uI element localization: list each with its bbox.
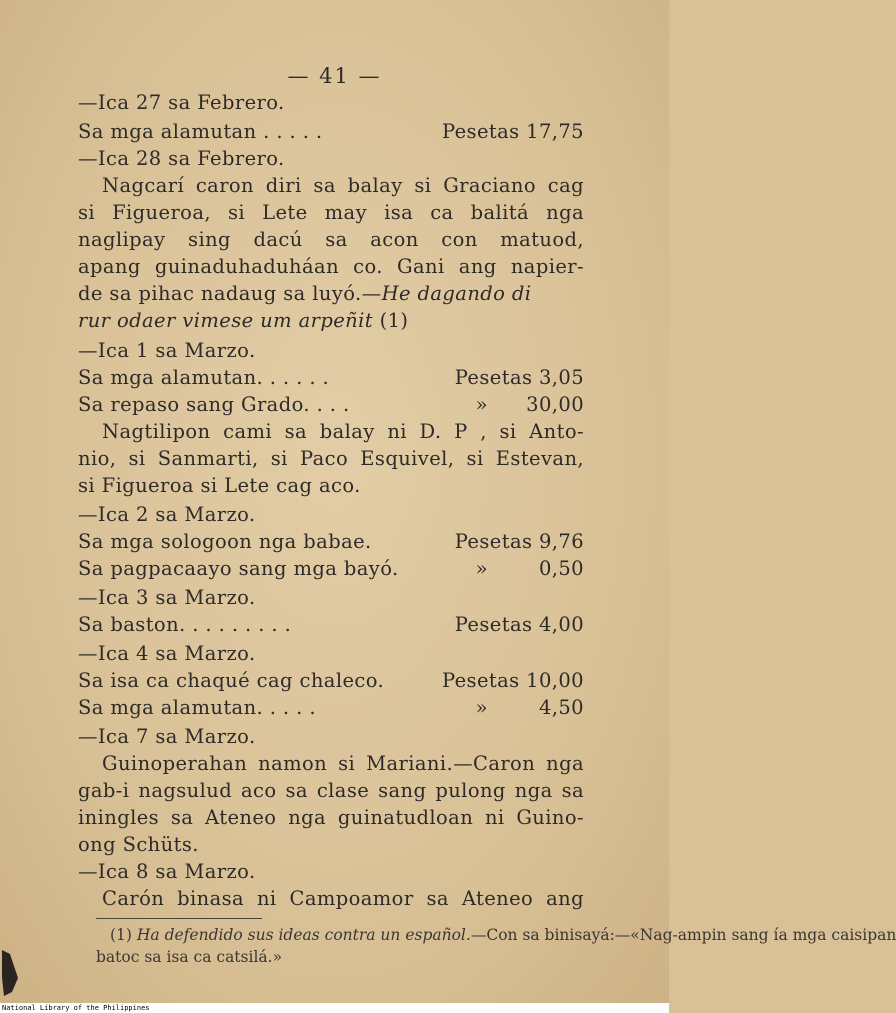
text-line: nio, si Sanmarti, si Paco Esquivel, si Estevan, <box>78 447 584 470</box>
latin-phrase: rur odaer vimese um arpeñit <box>78 309 373 332</box>
entry-date: —Ica 27 sa Febrero. <box>78 91 285 114</box>
ink-stain <box>0 948 22 998</box>
text-line: naglipay sing dacú sa acon con matuod, <box>78 228 584 251</box>
expense-line <box>78 527 584 557</box>
entry-date: —Ica 3 sa Marzo. <box>78 586 256 609</box>
footnote-rule <box>96 918 262 919</box>
ditto-mark: » <box>475 696 488 719</box>
expense-item: Sa isa ca chaqué cag chaleco. <box>78 669 385 692</box>
expense-amount: Pesetas 4,00 <box>454 613 584 636</box>
entry-date: —Ica 1 sa Marzo. <box>78 339 256 362</box>
expense-amount: Pesetas 17,75 <box>441 120 584 143</box>
expense-amount: 4,50 <box>538 696 584 719</box>
entry-date: —Ica 28 sa Febrero. <box>78 147 285 170</box>
text-line-roman: de sa pihac nadaug sa luyó.— <box>78 282 382 305</box>
entry-date: —Ica 7 sa Marzo. <box>78 725 256 748</box>
expense-line <box>78 390 584 420</box>
text-line: Nagtilipon cami sa balay ni D. P , si Anto- <box>102 420 584 443</box>
expense-item: Sa repaso sang Grado. . . . <box>78 393 350 416</box>
expense-line <box>78 554 584 584</box>
text-line: si Figueroa, si Lete may isa ca balitá nga <box>78 201 584 224</box>
expense-amount: Pesetas 10,00 <box>441 669 584 692</box>
text-line: iningles sa Ateneo nga guinatudloan ni Guino- <box>78 806 584 829</box>
ditto-mark: » <box>475 393 488 416</box>
text-line: gab-i nagsulud aco sa clase sang pulong nga sa <box>78 779 584 802</box>
footer-credit: National Library of the Philippines <box>0 1003 669 1013</box>
text-line: ong Schüts. <box>78 833 199 856</box>
expense-line <box>78 117 584 147</box>
footnote-spanish: Ha defendido sus ideas contra un español. <box>136 926 471 944</box>
text-line <box>78 279 584 309</box>
expense-line <box>78 610 584 640</box>
ditto-mark: » <box>475 557 488 580</box>
footnote-line <box>110 924 896 946</box>
text-line: Nagcarí caron diri sa balay si Graciano cag <box>102 174 584 197</box>
text-line: si Figueroa si Lete cag aco. <box>78 474 361 497</box>
page-number: — 41 — <box>287 64 382 88</box>
footnote-ref: (1) <box>373 309 409 332</box>
text-line <box>78 306 584 336</box>
expense-amount: Pesetas 9,76 <box>454 530 584 553</box>
footnote-marker: (1) <box>110 926 132 944</box>
text-line: Guinoperahan namon si Mariani.—Caron nga <box>102 752 584 775</box>
expense-amount: Pesetas 3,05 <box>454 366 584 389</box>
expense-line <box>78 363 584 393</box>
expense-amount: 0,50 <box>538 557 584 580</box>
entry-date: —Ica 2 sa Marzo. <box>78 503 256 526</box>
text-line: Carón binasa ni Campoamor sa Ateneo ang <box>102 887 584 910</box>
entry-date: —Ica 8 sa Marzo. <box>78 860 256 883</box>
expense-line <box>78 693 584 723</box>
expense-item: Sa mga sologoon nga babae. <box>78 530 372 553</box>
text-line: apang guinaduhaduháan co. Gani ang napier- <box>78 255 584 278</box>
footnote-line: batoc sa isa ca catsilá.» <box>96 948 283 966</box>
footnote-translation: —Con sa binisayá:—«Nag-ampin sang ía mga caisipan <box>470 926 896 944</box>
expense-item: Sa mga alamutan . . . . . <box>78 120 323 143</box>
entry-date: —Ica 4 sa Marzo. <box>78 642 256 665</box>
latin-phrase: He dagando di <box>381 282 532 305</box>
expense-item: Sa pagpacaayo sang mga bayó. <box>78 557 399 580</box>
expense-item: Sa mga alamutan. . . . . <box>78 696 316 719</box>
expense-item: Sa baston. . . . . . . . . <box>78 613 292 636</box>
expense-item: Sa mga alamutan. . . . . . <box>78 366 330 389</box>
expense-line <box>78 666 584 696</box>
expense-amount: 30,00 <box>526 393 584 416</box>
